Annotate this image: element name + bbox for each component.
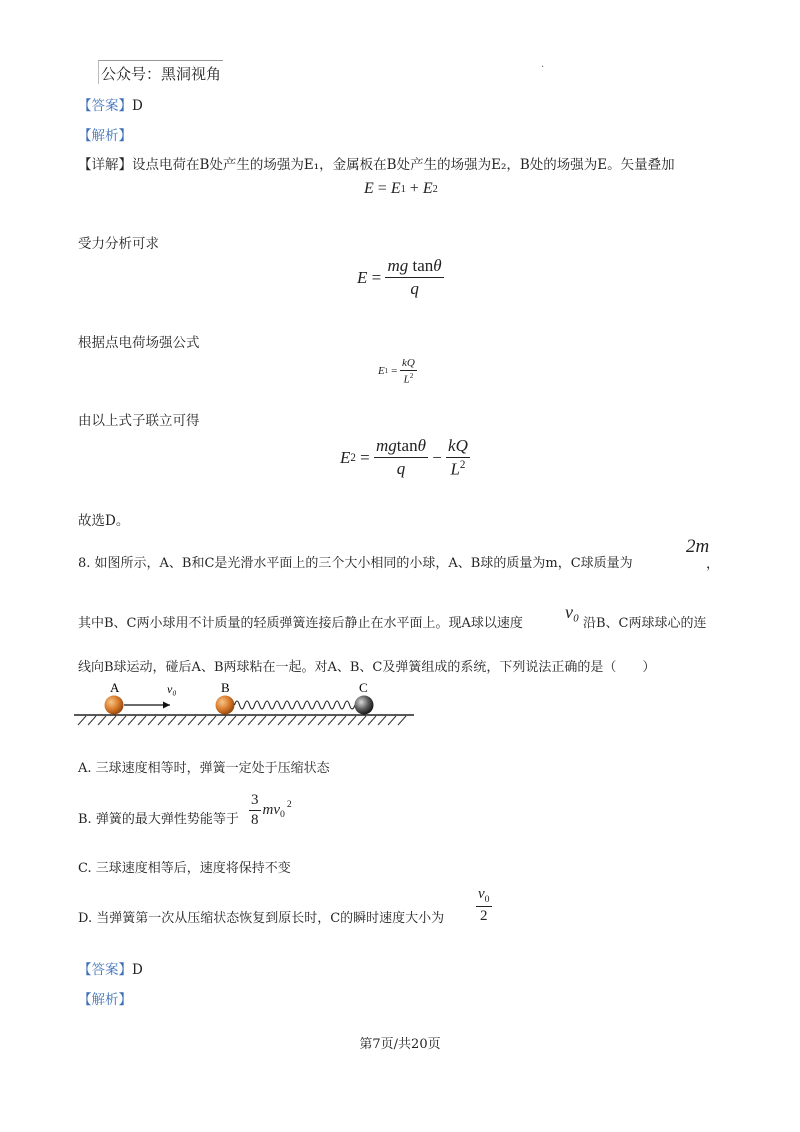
- q7-force-text: 受力分析可求: [78, 236, 159, 252]
- q8-mass-c: 2m: [686, 536, 710, 557]
- option-d-text: D. 当弹簧第一次从压缩状态恢复到原长时，C的瞬时速度大小为: [78, 911, 445, 926]
- answer-value: D: [132, 98, 143, 114]
- q7-formula-text: 根据点电荷场强公式: [78, 335, 200, 351]
- header-dot: ·: [541, 62, 545, 73]
- q8-line3: 线向B球运动，碰后A、B两球粘在一起。对A、B、C及弹簧组成的系统，下列说法正确的是（ ）: [78, 660, 656, 675]
- header-watermark: [98, 60, 223, 84]
- equation-point-charge: E 1 = $\frac{kQ}{L^2}$: [378, 357, 415, 386]
- watermark-text: 公众号：黑洞视角: [101, 65, 222, 83]
- label-v0: v₀: [167, 682, 177, 696]
- q8-line1-end: ，: [706, 556, 720, 572]
- spring: [235, 701, 356, 709]
- q8-answer: [78, 958, 143, 978]
- q8-line2b: 沿B、C两球球心的连: [583, 616, 707, 631]
- ball-a: [105, 696, 124, 715]
- q8-v0: v₀: [565, 602, 580, 622]
- q7-combine-text: 由以上式子联立可得: [78, 413, 200, 429]
- q7-analysis-tag: 【解析】: [78, 128, 132, 144]
- option-b: [78, 808, 239, 827]
- q7-answer: [78, 94, 143, 114]
- q8-figure: [74, 678, 419, 730]
- q7-conclusion: 故选D。: [78, 513, 130, 529]
- option-b-formula: $\frac{3}{8}$ mv $_0$ $^2$: [251, 792, 292, 828]
- label-a: A: [110, 680, 120, 695]
- equation-field-force: E = $\frac{\text{mg tanθ}}{q}$: [357, 256, 442, 298]
- ball-b: [216, 696, 235, 715]
- q8-line1: 8. 如图所示，A、B和C是光滑水平面上的三个大小相同的小球，A、B球的质量为m，C球质量为: [78, 556, 633, 571]
- velocity-arrowhead: [163, 702, 170, 709]
- label-b: B: [221, 680, 230, 695]
- q8-line2a: 其中B、C两小球用不计质量的轻质弹簧连接后静止在水平面上。现A球以速度: [78, 616, 523, 631]
- q7-detail: [78, 153, 675, 173]
- q8-answer-value: D: [132, 962, 143, 978]
- page-footer: 第7页/共20页: [359, 1037, 441, 1052]
- option-a: A. 三球速度相等时，弹簧一定处于压缩状态: [78, 761, 330, 776]
- q8-answer-tag: 【答案】: [78, 962, 132, 978]
- ball-c: [355, 696, 374, 715]
- answer-tag: 【答案】: [78, 98, 132, 114]
- equation-vector-sum: E = E 1 + E 2: [364, 180, 438, 197]
- option-d-formula: $\frac{v_0}{2}$: [478, 886, 490, 924]
- option-b-text: B. 弹簧的最大弹性势能等于: [78, 812, 239, 827]
- detail-tag: 【详解】: [78, 157, 132, 173]
- label-c: C: [359, 680, 368, 695]
- equation-result: E 2 = $\frac{mgtan\theta}{q}$ − $\frac{kQ}{L^2}$: [340, 436, 468, 479]
- option-d: [78, 907, 444, 926]
- ground-hatch: [78, 716, 406, 725]
- option-c: C. 三球速度相等后，速度将保持不变: [78, 861, 291, 876]
- detail-text: 设点电荷在B处产生的场强为E₁，金属板在B处产生的场强为E₂，B处的场强为E。矢量叠加: [132, 157, 675, 173]
- q8-analysis-tag: 【解析】: [78, 992, 132, 1008]
